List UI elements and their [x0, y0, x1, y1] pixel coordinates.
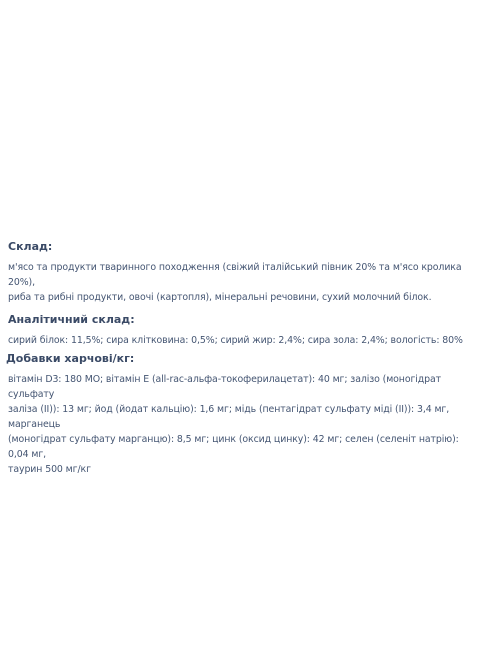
composition-heading: Склад: [8, 240, 53, 253]
text-line: сирий білок: 11,5%; сира клітковина: 0,5%; сирий жир: 2,4%; сира зола: 2,4%; вологість: 80% [8, 335, 463, 346]
text-line: (моногідрат сульфату марганцю): 8,5 мг; цинк (оксид цинку): 42 мг; селен (селеніт натрію): 0,04 мг, [8, 434, 459, 460]
text-line: таурин 500 мг/кг [8, 464, 91, 475]
analytical-composition-paragraph [6, 333, 480, 348]
composition-text-block [6, 240, 480, 477]
food-additives-heading: Добавки харчові/кг: [6, 352, 135, 365]
text-line: заліза (II)): 13 мг; йод (йодат кальцію): 1,6 мг; мідь (пентагідрат сульфату міді (II)): 3,4 мг, марганець [8, 404, 450, 430]
text-line: м'ясо та продукти тваринного походження (свіжий італійський півник 20% та м'ясо кролика 20%), [8, 262, 462, 288]
composition-paragraph [6, 260, 480, 305]
food-additives-paragraph [6, 372, 480, 477]
analytical-composition-heading: Аналітичний склад: [8, 313, 135, 326]
text-line: вітамін D3: 180 МО; вітамін Е (all-rac-альфа-токоферилацетат): 40 мг; залізо (моногідрат сульфату [8, 374, 442, 400]
text-line: риба та рибні продукти, овочі (картопля), мінеральні речовини, сухий молочний білок. [8, 292, 432, 303]
